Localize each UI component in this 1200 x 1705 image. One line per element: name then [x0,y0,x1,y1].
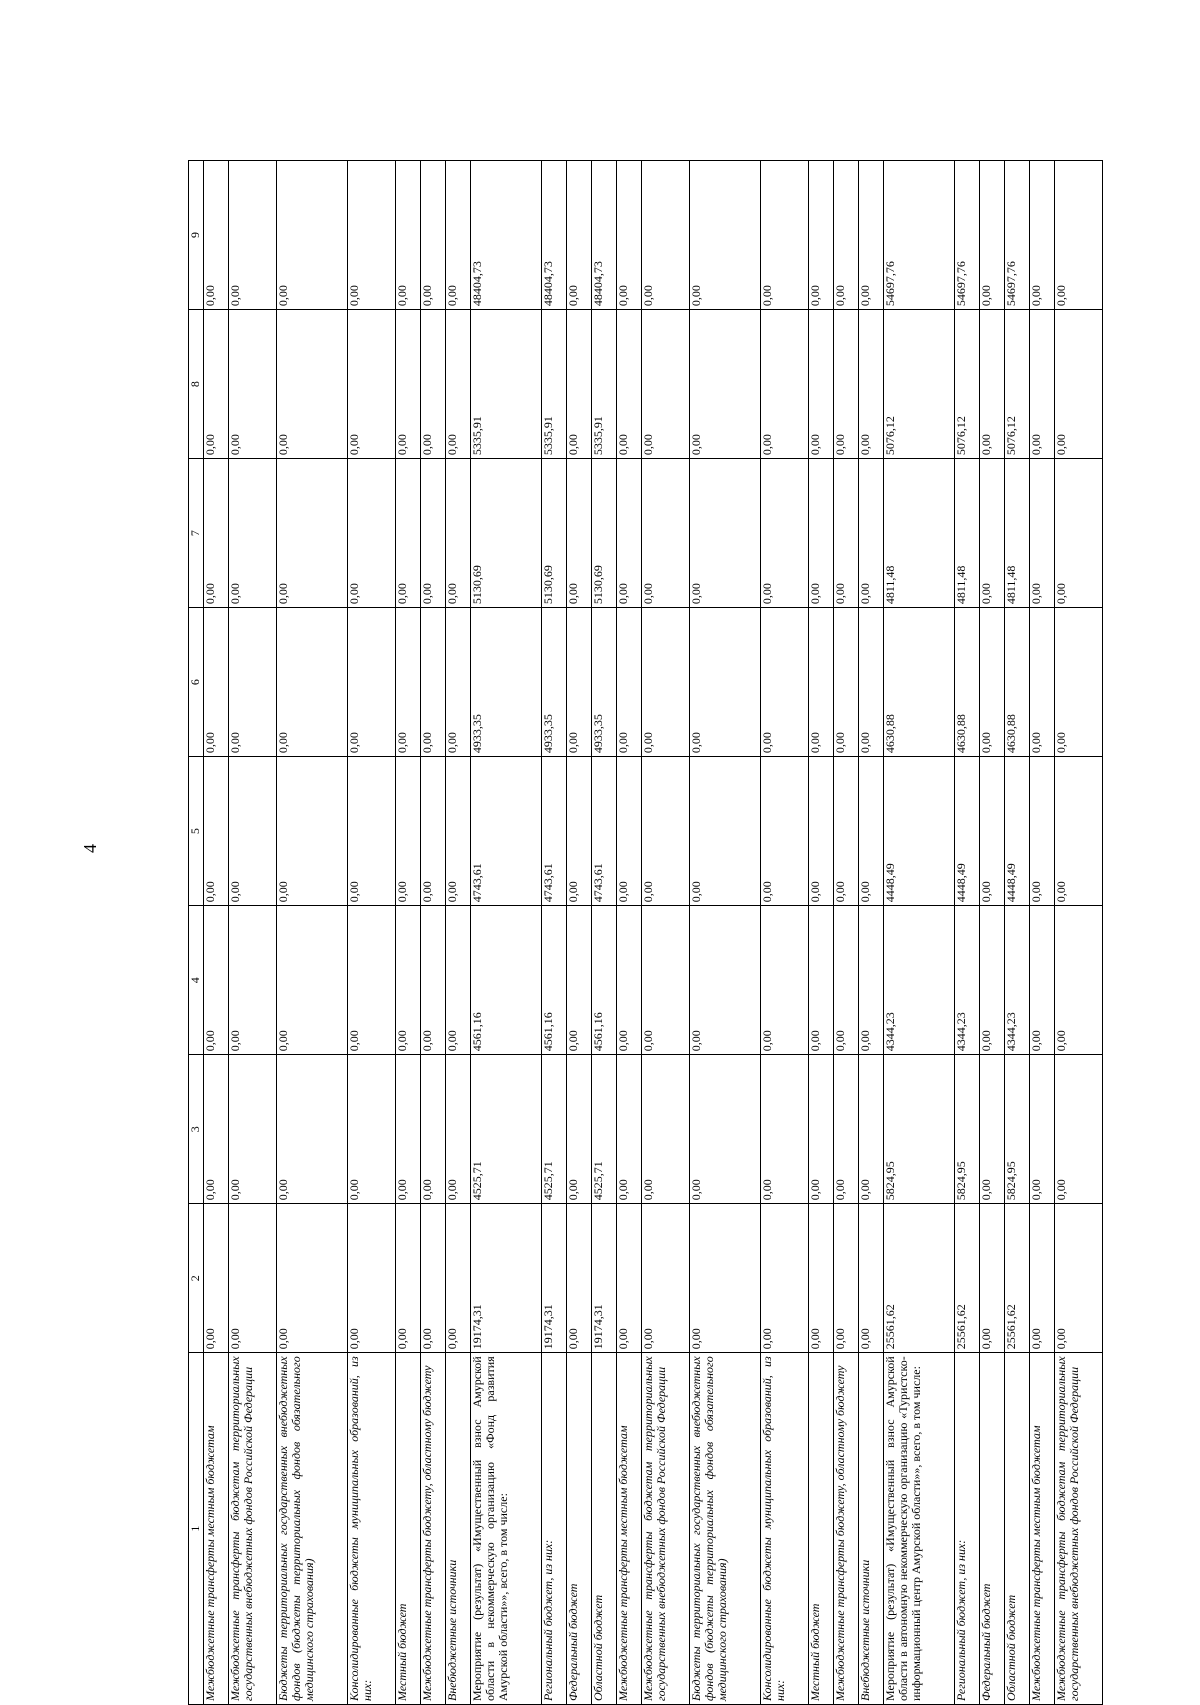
row-value: 0,00 [446,161,471,310]
row-value: 0,00 [689,1204,760,1353]
row-value: 5130,69 [592,459,617,608]
table-row [761,161,809,1705]
row-value: 0,00 [641,161,689,310]
row-value: 48404,73 [471,161,542,310]
row-value: 4933,35 [592,608,617,757]
row-value: 4743,61 [592,757,617,906]
row-value: 0,00 [396,161,421,310]
row-value: 0,00 [616,608,641,757]
row-value: 0,00 [980,1204,1005,1353]
row-value: 0,00 [689,1055,760,1204]
row-value: 48404,73 [542,161,567,310]
row-value: 0,00 [761,1055,809,1204]
row-label: Местный бюджет [809,1353,834,1705]
row-value: 4811,48 [955,459,980,608]
row-value: 0,00 [421,757,446,906]
table-row [204,161,229,1705]
table-row [542,161,567,1705]
row-value: 0,00 [228,161,276,310]
row-value: 0,00 [1054,310,1102,459]
row-value: 0,00 [348,459,396,608]
row-value: 0,00 [348,906,396,1055]
row-value: 54697,76 [884,161,955,310]
header-col-6: 6 [189,608,204,757]
row-value: 4448,49 [1005,757,1030,906]
row-label: Консолидированные бюджеты муниципальных образований, из них: [348,1353,396,1705]
row-value: 0,00 [396,310,421,459]
row-label: Региональный бюджет, из них: [955,1353,980,1705]
row-value: 0,00 [641,1204,689,1353]
row-value: 4344,23 [884,906,955,1055]
row-value: 0,00 [980,161,1005,310]
row-value: 0,00 [641,608,689,757]
row-value: 0,00 [204,459,229,608]
row-value: 0,00 [616,1055,641,1204]
row-value: 0,00 [616,757,641,906]
row-value: 0,00 [204,1204,229,1353]
row-value: 0,00 [421,1055,446,1204]
row-value: 0,00 [689,310,760,459]
row-value: 0,00 [204,161,229,310]
row-value: 0,00 [396,608,421,757]
row-value: 4743,61 [471,757,542,906]
row-value: 19174,31 [542,1204,567,1353]
row-value: 5335,91 [542,310,567,459]
table-row [1029,161,1054,1705]
row-value: 0,00 [446,757,471,906]
row-label: Федеральный бюджет [567,1353,592,1705]
row-label: Межбюджетные трансферты бюджетам территориальных государственных внебюджетных фондов Российской Федерации [1054,1353,1102,1705]
row-value: 0,00 [980,1055,1005,1204]
row-value: 0,00 [859,310,884,459]
row-value: 4933,35 [542,608,567,757]
row-value: 0,00 [348,1055,396,1204]
row-value: 4811,48 [884,459,955,608]
table-row [641,161,689,1705]
row-value: 0,00 [567,161,592,310]
row-value: 0,00 [689,161,760,310]
table-row [616,161,641,1705]
budget-table [188,160,1103,1705]
row-value: 0,00 [567,608,592,757]
row-value: 0,00 [980,906,1005,1055]
row-value: 0,00 [1054,757,1102,906]
row-value: 0,00 [616,1204,641,1353]
row-value: 0,00 [567,906,592,1055]
row-value: 19174,31 [592,1204,617,1353]
header-col-2: 2 [189,1204,204,1353]
table-row [592,161,617,1705]
row-value: 0,00 [980,459,1005,608]
row-value: 0,00 [1054,161,1102,310]
row-value: 0,00 [276,1204,347,1353]
row-value: 0,00 [809,310,834,459]
row-value: 0,00 [396,906,421,1055]
row-value: 0,00 [834,1055,859,1204]
row-value: 0,00 [834,161,859,310]
table-row [689,161,760,1705]
table-row [1005,161,1030,1705]
row-value: 5076,12 [955,310,980,459]
row-label: Межбюджетные трансферты бюджетам территориальных государственных внебюджетных фондов Российской Федерации [228,1353,276,1705]
row-value: 5076,12 [1005,310,1030,459]
row-value: 0,00 [446,906,471,1055]
row-value: 0,00 [641,906,689,1055]
table-row [567,161,592,1705]
row-value: 5076,12 [884,310,955,459]
row-value: 0,00 [446,1204,471,1353]
row-value: 0,00 [396,1055,421,1204]
row-label: Межбюджетные трансферты местным бюджетам [616,1353,641,1705]
table-row [421,161,446,1705]
row-value: 5130,69 [471,459,542,608]
row-value: 4743,61 [542,757,567,906]
row-value: 0,00 [446,310,471,459]
row-value: 0,00 [421,310,446,459]
row-value: 0,00 [204,608,229,757]
table-body [204,161,1103,1705]
table-row [955,161,980,1705]
row-value: 0,00 [228,608,276,757]
row-value: 0,00 [276,906,347,1055]
row-value: 0,00 [980,757,1005,906]
row-value: 5335,91 [471,310,542,459]
row-label: Межбюджетные трансферты бюджету, областному бюджету [421,1353,446,1705]
row-value: 0,00 [689,608,760,757]
row-value: 4811,48 [1005,459,1030,608]
row-value: 0,00 [761,161,809,310]
row-value: 0,00 [809,1055,834,1204]
row-value: 0,00 [1054,459,1102,608]
row-value: 0,00 [809,459,834,608]
row-value: 0,00 [1029,1204,1054,1353]
row-value: 0,00 [641,459,689,608]
row-value: 5335,91 [592,310,617,459]
row-value: 0,00 [761,310,809,459]
row-value: 0,00 [616,906,641,1055]
row-value: 5824,95 [1005,1055,1030,1204]
row-value: 0,00 [834,906,859,1055]
row-value: 4344,23 [1005,906,1030,1055]
row-value: 0,00 [276,310,347,459]
row-value: 0,00 [859,1204,884,1353]
header-col-7: 7 [189,459,204,608]
row-value: 5130,69 [542,459,567,608]
row-value: 0,00 [396,757,421,906]
row-value: 0,00 [421,161,446,310]
row-value: 0,00 [446,1055,471,1204]
row-value: 0,00 [761,757,809,906]
row-value: 54697,76 [1005,161,1030,310]
row-value: 4561,16 [592,906,617,1055]
row-value: 19174,31 [471,1204,542,1353]
row-value: 0,00 [421,906,446,1055]
row-value: 25561,62 [1005,1204,1030,1353]
row-value: 0,00 [1029,161,1054,310]
row-value: 0,00 [641,757,689,906]
row-value: 0,00 [859,1055,884,1204]
table-row [1054,161,1102,1705]
row-value: 0,00 [1054,906,1102,1055]
row-label: Местный бюджет [396,1353,421,1705]
row-label: Бюджеты территориальных государственных внебюджетных фондов (бюджеты территориальных фондов обязательного медицинского страхования) [689,1353,760,1705]
row-value: 0,00 [348,310,396,459]
row-value: 0,00 [859,161,884,310]
row-value: 4561,16 [542,906,567,1055]
row-value: 0,00 [567,459,592,608]
row-label: Мероприятие (результат) «Имущественный взнос Амурской области в автономную некоммерческую организацию «Туристско-информационный центр Амурской области»», всего, в том числе: [884,1353,955,1705]
row-value: 0,00 [761,459,809,608]
row-value: 0,00 [809,608,834,757]
row-value: 0,00 [1029,906,1054,1055]
table-row [446,161,471,1705]
row-value: 0,00 [834,757,859,906]
row-value: 0,00 [567,310,592,459]
table-header-row [189,161,204,1705]
row-value: 0,00 [228,757,276,906]
header-col-8: 8 [189,310,204,459]
row-value: 0,00 [228,1204,276,1353]
row-value: 0,00 [204,1055,229,1204]
row-value: 0,00 [980,310,1005,459]
row-value: 0,00 [421,1204,446,1353]
row-value: 0,00 [980,608,1005,757]
row-value: 0,00 [396,1204,421,1353]
row-value: 0,00 [204,906,229,1055]
row-value: 4448,49 [884,757,955,906]
row-value: 0,00 [567,757,592,906]
row-value: 0,00 [761,1204,809,1353]
row-label: Бюджеты территориальных государственных внебюджетных фондов (бюджеты территориальных фондов обязательного медицинского страхования) [276,1353,347,1705]
table-row [396,161,421,1705]
row-value: 0,00 [859,757,884,906]
row-value: 4448,49 [955,757,980,906]
row-value: 25561,62 [884,1204,955,1353]
row-value: 0,00 [1029,310,1054,459]
row-value: 0,00 [834,310,859,459]
row-value: 0,00 [689,906,760,1055]
row-value: 0,00 [641,310,689,459]
rotated-page [188,160,1103,1705]
row-value: 0,00 [689,757,760,906]
row-label: Межбюджетные трансферты бюджетам территориальных государственных внебюджетных фондов Российской Федерации [641,1353,689,1705]
row-value: 0,00 [228,906,276,1055]
row-value: 0,00 [1029,1055,1054,1204]
row-value: 4630,88 [955,608,980,757]
table-row [348,161,396,1705]
row-value: 0,00 [761,608,809,757]
row-value: 0,00 [616,310,641,459]
header-col-1: 1 [189,1353,204,1705]
table-row [980,161,1005,1705]
row-value: 0,00 [809,757,834,906]
row-value: 4561,16 [471,906,542,1055]
row-value: 0,00 [641,1055,689,1204]
row-value: 4630,88 [1005,608,1030,757]
row-value: 5824,95 [884,1055,955,1204]
header-col-5: 5 [189,757,204,906]
row-value: 0,00 [809,161,834,310]
row-value: 0,00 [348,1204,396,1353]
table-row [471,161,542,1705]
row-label: Внебюджетные источники [446,1353,471,1705]
row-value: 0,00 [834,608,859,757]
row-label: Консолидированные бюджеты муниципальных образований, из них: [761,1353,809,1705]
row-value: 0,00 [228,310,276,459]
row-value: 0,00 [276,1055,347,1204]
row-value: 4525,71 [471,1055,542,1204]
row-value: 4525,71 [592,1055,617,1204]
table-row [859,161,884,1705]
row-value: 0,00 [1054,1204,1102,1353]
row-label: Внебюджетные источники [859,1353,884,1705]
row-value: 0,00 [859,906,884,1055]
row-value: 0,00 [228,1055,276,1204]
row-value: 4344,23 [955,906,980,1055]
row-value: 0,00 [204,310,229,459]
row-value: 54697,76 [955,161,980,310]
row-value: 0,00 [834,459,859,608]
row-value: 0,00 [689,459,760,608]
row-value: 5824,95 [955,1055,980,1204]
row-value: 4933,35 [471,608,542,757]
row-value: 0,00 [446,459,471,608]
row-value: 0,00 [348,757,396,906]
row-value: 0,00 [1054,608,1102,757]
row-value: 48404,73 [592,161,617,310]
table-row [834,161,859,1705]
row-value: 0,00 [204,757,229,906]
row-value: 0,00 [1029,757,1054,906]
row-value: 0,00 [761,906,809,1055]
row-value: 4525,71 [542,1055,567,1204]
header-col-4: 4 [189,906,204,1055]
row-value: 0,00 [1029,608,1054,757]
table-row [228,161,276,1705]
row-value: 25561,62 [955,1204,980,1353]
row-label: Мероприятие (результат) «Имущественный взнос Амурской области в некоммерческую организацию «Фонд развития Амурской области»», всего, в том числе: [471,1353,542,1705]
row-label: Региональный бюджет, из них: [542,1353,567,1705]
row-value: 0,00 [446,608,471,757]
row-value: 4630,88 [884,608,955,757]
row-label: Межбюджетные трансферты местным бюджетам [204,1353,229,1705]
row-value: 0,00 [809,906,834,1055]
row-value: 0,00 [834,1204,859,1353]
page-number: 4 [80,844,100,853]
header-col-9: 9 [189,161,204,310]
row-value: 0,00 [616,161,641,310]
row-value: 0,00 [276,161,347,310]
row-value: 0,00 [859,459,884,608]
row-value: 0,00 [421,608,446,757]
row-value: 0,00 [276,757,347,906]
row-label: Областной бюджет [592,1353,617,1705]
row-value: 0,00 [228,459,276,608]
row-value: 0,00 [809,1204,834,1353]
row-value: 0,00 [396,459,421,608]
header-col-3: 3 [189,1055,204,1204]
row-value: 0,00 [567,1204,592,1353]
table-row [809,161,834,1705]
row-value: 0,00 [276,459,347,608]
row-value: 0,00 [276,608,347,757]
row-label: Межбюджетные трансферты бюджету, областному бюджету [834,1353,859,1705]
row-value: 0,00 [1029,459,1054,608]
table-row [276,161,347,1705]
row-value: 0,00 [859,608,884,757]
row-value: 0,00 [616,459,641,608]
row-label: Межбюджетные трансферты местным бюджетам [1029,1353,1054,1705]
row-value: 0,00 [567,1055,592,1204]
row-value: 0,00 [421,459,446,608]
row-label: Областной бюджет [1005,1353,1030,1705]
row-value: 0,00 [1054,1055,1102,1204]
row-label: Федеральный бюджет [980,1353,1005,1705]
row-value: 0,00 [348,161,396,310]
row-value: 0,00 [348,608,396,757]
table-row [884,161,955,1705]
